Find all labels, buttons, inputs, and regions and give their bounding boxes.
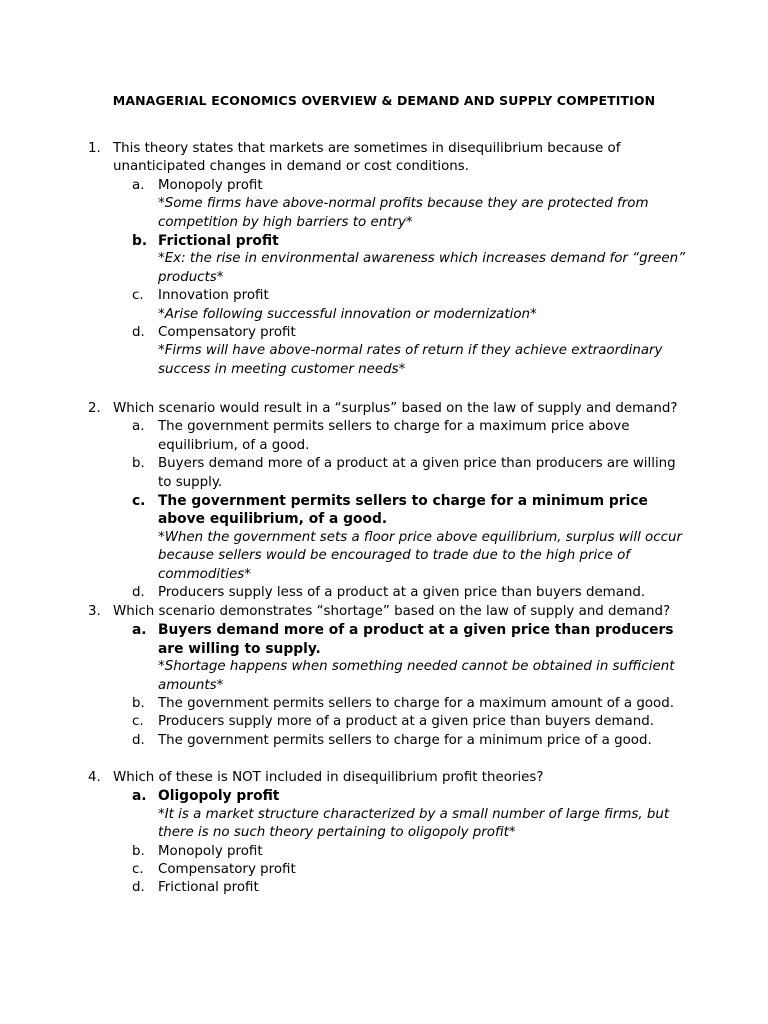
option-letter: a.	[132, 788, 147, 805]
option-d	[132, 584, 688, 602]
option-text: The government permits sellers to charge for a maximum price above equilibrium, of a good.	[158, 419, 630, 453]
question-3	[88, 603, 688, 750]
question-number: 3.	[88, 604, 101, 619]
option-d	[132, 879, 688, 897]
option-b	[132, 455, 688, 492]
option-text: Frictional profit	[158, 880, 259, 896]
option-letter: c.	[132, 862, 144, 878]
option-d	[132, 732, 688, 750]
option-text: Monopoly profit	[158, 177, 263, 193]
option-letter: c.	[132, 714, 144, 730]
option-c	[132, 713, 688, 731]
option-letter: d.	[132, 880, 145, 896]
page-title: MANAGERIAL ECONOMICS OVERVIEW & DEMAND AND SUPPLY COMPETITION	[112, 93, 656, 108]
option-note: *When the government sets a floor price above equilibrium, surplus will occur because sellers would be encouraged to trade due to the high price of commodities*	[158, 529, 682, 582]
option-letter: a.	[132, 177, 145, 193]
option-letter: b.	[132, 696, 145, 712]
option-text: Buyers demand more of a product at a given price than producers are willing to supply.	[158, 622, 674, 657]
question-2	[88, 400, 688, 602]
option-note: *Shortage happens when something needed cannot be obtained in sufficient amounts*	[158, 659, 675, 693]
option-text: The government permits sellers to charge for a maximum amount of a good.	[158, 696, 675, 712]
option-text: Compensatory profit	[158, 862, 296, 878]
option-letter: a.	[132, 419, 145, 435]
option-list	[132, 177, 688, 379]
option-letter: d.	[132, 585, 145, 601]
option-text: Producers supply more of a product at a given price than buyers demand.	[158, 714, 654, 730]
option-b	[132, 695, 688, 713]
option-letter: d.	[132, 325, 145, 341]
option-text: The government permits sellers to charge for a minimum price above equilibrium, of a good.	[158, 493, 648, 528]
option-a-correct-answer	[132, 787, 688, 842]
option-c-correct-answer	[132, 492, 688, 584]
option-note: *Firms will have above-normal rates of return if they achieve extraordinary success in meeting customer needs*	[158, 343, 663, 377]
option-text: Buyers demand more of a product at a given price than producers are willing to supply.	[158, 456, 676, 490]
option-letter: c.	[132, 288, 144, 304]
option-text: Compensatory profit	[158, 325, 296, 341]
question-number: 1.	[88, 141, 101, 156]
option-letter: b.	[132, 233, 148, 250]
option-note: *Ex: the rise in environmental awareness which increases demand for “green” products*	[158, 251, 686, 285]
option-text: Oligopoly profit	[158, 788, 280, 805]
option-text: The government permits sellers to charge for a minimum price of a good.	[158, 732, 652, 748]
option-letter: a.	[132, 622, 147, 639]
option-list	[132, 621, 688, 750]
question-text: Which of these is NOT included in disequilibrium profit theories?	[113, 770, 544, 785]
option-b-correct-answer	[132, 232, 688, 287]
option-c	[132, 861, 688, 879]
option-letter: c.	[132, 493, 146, 510]
question-text: This theory states that markets are sometimes in disequilibrium because of unanticipated changes in demand or cost conditions.	[113, 141, 621, 175]
option-a	[132, 418, 688, 455]
option-note: *Arise following successful innovation or modernization*	[158, 306, 537, 322]
option-b	[132, 843, 688, 861]
option-text: Producers supply less of a product at a given price than buyers demand.	[158, 585, 646, 601]
option-text: Monopoly profit	[158, 843, 263, 859]
option-list	[132, 418, 688, 602]
option-letter: d.	[132, 732, 145, 748]
question-number: 4.	[88, 770, 101, 785]
option-text: Frictional profit	[158, 233, 279, 250]
option-d	[132, 324, 688, 379]
option-note: *It is a market structure characterized by a small number of large firms, but there is no such theory pertaining to oligopoly profit*	[158, 806, 670, 841]
question-number: 2.	[88, 401, 101, 416]
option-note: *Some firms have above-normal profits because they are protected from competition by high barriers to entry*	[158, 196, 649, 230]
option-list	[132, 787, 688, 897]
question-1	[88, 140, 688, 379]
option-letter: b.	[132, 456, 145, 472]
option-letter: b.	[132, 843, 145, 859]
option-a-correct-answer	[132, 621, 688, 695]
option-a	[132, 177, 688, 232]
question-4	[88, 769, 688, 898]
question-text: Which scenario demonstrates “shortage” based on the law of supply and demand?	[113, 604, 671, 619]
option-c	[132, 287, 688, 324]
question-text: Which scenario would result in a “surplus” based on the law of supply and demand?	[113, 401, 678, 416]
option-text: Innovation profit	[158, 288, 269, 304]
